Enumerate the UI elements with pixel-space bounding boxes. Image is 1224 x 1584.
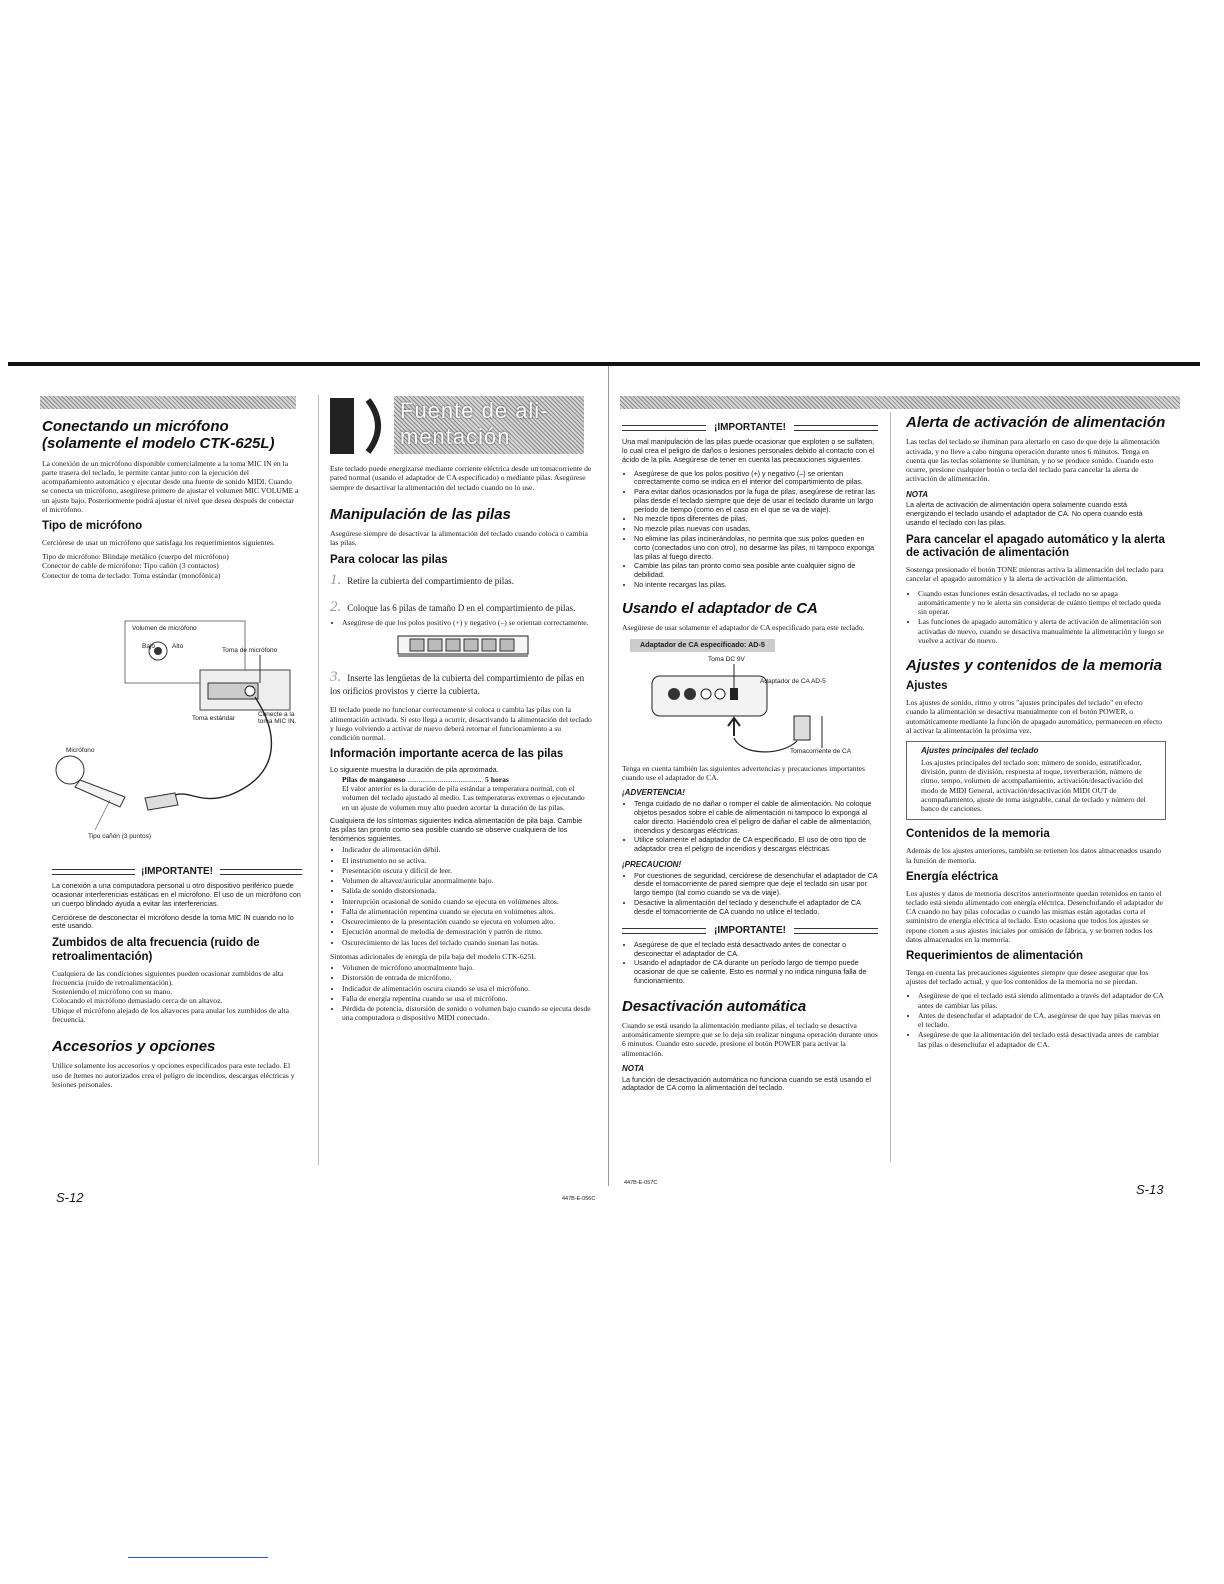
cancel-item: • Las funciones de apagado automático y alerta de activación de alimentación son activadas de nuevo, cuando se desactiva manualmente la alimentación y luego se vuelve a activar de nuevo. <box>918 617 1166 645</box>
code-left: 447B-E-056C <box>562 1196 596 1202</box>
mic-spec-1: Tipo de micrófono: Blindaje metálico (cuerpo del micrófono) <box>42 552 229 562</box>
power-title-line-1: Fuente de ali- <box>400 398 549 423</box>
power-title-box <box>394 396 584 454</box>
left-column-lower <box>52 858 302 1094</box>
settings-subtitle: Ajustes <box>906 680 948 693</box>
step-2-bullet: • Asegúrese de que los polos positivo (+) y negativo (–) se orientan correctamente. <box>342 618 592 627</box>
info-3: Síntomas adicionales de energía de pila baja del modelo CTK-625L <box>330 951 536 961</box>
accessories-text: Utilice solamente los accesorios y opciones especificados para este teclado. El uso de ítemes no autorizados crea el peligro de incendios, descargas eléctricas y lesiones personales. <box>52 1061 295 1089</box>
important-right-list-2 <box>622 941 878 986</box>
label-ac-adapter: Adaptador de CA AD-5 <box>760 677 826 685</box>
caution-list <box>622 872 878 917</box>
page-number-right: S-13 <box>1136 1182 1164 1197</box>
step-3-number: 3. <box>330 669 342 686</box>
requirement-item: • Antes de desenchufar el adaptador de CA, asegúrese de que hay pilas nuevas en el teclado. <box>918 1011 1166 1030</box>
symptom-item: • Indicador de alimentación débil. <box>342 845 592 854</box>
important-right-item-2: • Usando el adaptador de CA durante un período largo de tiempo puede ocasionar de que se caliente. Esto es normal y no indica ninguna falla de funcionamiento. <box>634 959 878 985</box>
power-title-block <box>328 396 583 456</box>
requirements-title: Requerimientos de alimentación <box>906 950 1084 963</box>
symptom-625-item: • Indicador de alimentación oscura cuando se usa el micrófono. <box>342 984 592 993</box>
left-column <box>42 418 300 580</box>
important-right-list <box>622 470 878 590</box>
important-right-item: • Asegúrese de que los polos positivo (+) y negativo (–) se orientan correctamente como se indica en el interior del compartimiento de pilas. <box>634 470 878 488</box>
info-1: Lo siguiente muestra la duración de pila aproximada. <box>330 765 499 775</box>
step-1-text: Retire la cubierta del compartimiento de pilas. <box>347 576 514 587</box>
place-title: Para colocar las pilas <box>330 553 448 566</box>
symptom-item: • Falla de alimentación repentina cuando se ejecuta en volúmenes altos. <box>342 907 592 916</box>
alert-text: Las teclas del teclado se iluminan para alertarlo en caso de que deje la alimentación activada, y no lleve a cabo ninguna operación durante unos 6 minutos. Tenga en cuenta que las teclas solamente se iluminan, y no se produce sonido. Cuando esto ocurre, presione cualquier botón o tecla del teclado para cancelar la alerta de activación de alimentación. <box>906 437 1160 484</box>
alert-title: Alerta de activación de alimentación <box>906 414 1166 431</box>
top-rule <box>8 362 1200 366</box>
power-title-line-2: mentación <box>400 424 511 449</box>
settings-box <box>906 741 1166 820</box>
important-right-item: • Cambie las pilas tan pronto como sea posible ante cualquier signo de debilidad. <box>634 562 878 580</box>
code-right: 447B-E-057C <box>624 1180 658 1186</box>
step-2-text: Coloque las 6 pilas de tamaño D en el compartimiento de pilas. <box>347 602 576 613</box>
mic-spec-3: Conector de toma de teclado: Toma estándar (monofónica) <box>42 570 221 580</box>
important-right-item: • Para evitar daños ocasionados por la fuga de pilas, asegúrese de retirar las pilas desde el teclado siempre que deje de usar el teclado durante un largo período de tiempo (como en el caso en el que se va de viaje). <box>634 488 878 514</box>
after-steps-text: El teclado puede no funcionar correctamente si coloca o cambia las pilas con la alimentación activada. Si esto llega a ocurrir, desactivando la alimentación del teclado y luego volviendo a activar de nuevo deberá retornar el funcionamiento a su condición normal. <box>330 705 592 743</box>
right-column-1 <box>622 414 878 1098</box>
battery-text: Asegúrese siempre de desactivar la alimentación del teclado cuando coloca o cambia las pilas. <box>330 529 588 548</box>
warning-item: • Utilice solamente el adaptador de CA especificado. El uso de otro tipo de adaptador crea el peligro de incendios y descargas eléctricas. <box>634 836 878 854</box>
page-number-left: S-12 <box>56 1190 84 1205</box>
divider-right <box>890 412 891 1162</box>
important-left-1: La conexión a una computadora personal u otro dispositivo periférico puede ocasionar interferencias estáticas en el micrófono. El uso de un micrófono con un cuerpo blindado ayuda a evitar las interferencias. <box>52 881 301 908</box>
auto-note-label: NOTA <box>622 1063 645 1073</box>
caution-item: • Por cuestiones de seguridad, cerciórese de desenchufar el adaptador de CA desde el tomacorriente de pared siempre que deje el teclado sin usar por largo tiempo (tal como cuando se va de viaje). <box>634 872 878 898</box>
battery-title: Manipulación de las pilas <box>330 505 511 523</box>
label-standard-jack: Toma estándar <box>192 715 235 722</box>
label-ac-outlet: Tomacorriente de CA <box>790 747 852 755</box>
settings-title: Ajustes y contenidos de la memoria <box>906 657 1162 675</box>
important-heading-right-2: ¡IMPORTANTE! <box>622 925 878 937</box>
important-right-item: • No elimine las pilas incinerándolas, no permita que sus polos queden en corto (conectados uno con otro), no desarme las pilas, ni tampoco exponga las pilas al fuego directo. <box>634 535 878 561</box>
mic-intro: La conexión de un micrófono disponible comercialmente a la toma MIC IN en la parte trasera del teclado, le permite cantar junto con la ejecución del acompañamiento automático y ejecutar desde una fuente de sonido MIDI. Cuando se conecta un micrófono, asegúrese primero de ajustar el volumen MIC VOLUME a un ajuste bajo. Posteriormente podrá ajustar el nivel que desea después de conectar el micrófono. <box>42 458 299 514</box>
important-right-item-2: • Asegúrese de que el teclado está desactivado antes de conectar o desconectar el adaptador de CA. <box>634 941 878 959</box>
feedback-1: Sosteniendo el micrófono con su mano. <box>52 987 173 997</box>
ac-title: Usando el adaptador de CA <box>622 599 818 617</box>
mic-type-text: Cerciórese de usar un micrófono que satisfaga los requerimientos siguientes. <box>42 537 275 547</box>
settings-box-text: Los ajustes principales del teclado son: número de sonido, estratificador, división, punto de división, respuesta al toque, reverberación, número de ritmo, tempo, volumen de acompañamiento, activación/desactivación del modo de MIDI General, activación/desactivación MIDI OUT de acompañamiento, ajuste de toma asignable, canal de teclado y número del banco de canciones. <box>921 757 1146 814</box>
battery-compartment-svg <box>330 632 570 660</box>
title-bracket-icon <box>328 396 398 456</box>
auto-off-title: Desactivación automática <box>622 997 807 1015</box>
caution-label: ¡PRECAUCION! <box>622 859 682 869</box>
symptom-625-item: • Falla de energía repentina cuando se usa el micrófono. <box>342 994 592 1003</box>
warning-label: ¡ADVERTENCIA! <box>622 788 685 798</box>
important-heading-right: ¡IMPORTANTE! <box>622 422 878 434</box>
warning-list <box>622 800 878 854</box>
important-right-item: • No mezcle tipos diferentes de pilas. <box>634 515 878 524</box>
symptom-625-item: • Pérdida de potencia, distorsión de sonido o volumen bajo cuando se ejecuta desde una computadora o dispositivo MIDI conectado. <box>342 1004 592 1023</box>
info-1-value: 5 horas <box>485 774 509 784</box>
section-banner-left <box>40 396 296 409</box>
feedback-title: Zumbidos de alta frecuencia (ruido de retroalimentación) <box>52 937 260 963</box>
step-2 <box>330 598 592 616</box>
power-column <box>330 464 592 1028</box>
step-3-text: Inserte las lengüetas de la cubierta del compartimiento de pilas en los orificios provistos y cierre la cubierta. <box>330 673 585 697</box>
label-volume: Volumen de micrófono <box>132 625 197 632</box>
cancel-item: • Cuando estas funciones están desactivadas, el teclado no se apaga automáticamente y no le alerta sin considerar de cuánto tiempo el teclado queda sin operar. <box>918 589 1166 617</box>
label-mic-jack: Toma de micrófono <box>222 647 278 654</box>
requirements-text: Tenga en cuenta las precauciones siguientes siempre que desee asegurar que los ajustes del teclado actual, y que los contenidos de la memoria no se pierdan. <box>906 967 1149 987</box>
cancel-title: Para cancelar el apagado automático y la alerta de activación de alimentación <box>906 533 1165 560</box>
requirement-item: • Asegúrese de que la alimentación del teclado está desactivada antes de cambiar las pilas o desenchufar el adaptador de CA. <box>918 1030 1166 1049</box>
section-banner-right <box>620 396 1180 409</box>
symptom-item: • Presentación oscura y difícil de leer. <box>342 866 592 875</box>
label-microphone: Micrófono <box>66 747 95 754</box>
alert-note-label: NOTA <box>906 489 929 499</box>
mic-type-title: Tipo de micrófono <box>42 520 143 532</box>
important-left-2: Cerciórese de desconectar el micrófono desde la toma MIC IN cuando no lo esté usando. <box>52 912 294 931</box>
memory-title: Contenidos de la memoria <box>906 828 1050 841</box>
power-intro: Este teclado puede energizarse mediante corriente eléctrica desde un tomacorriente de pared normal (usando el adaptador de CA especificado) o mediante pilas. Asegúrese siempre de desactivar la alimentación del teclado cuando no lo use. <box>330 464 592 492</box>
energy-title: Energía eléctrica <box>906 870 999 883</box>
symptom-list <box>330 845 592 947</box>
accessories-title: Accesorios y opciones <box>52 1038 216 1056</box>
battery-compartment-drawing <box>330 632 592 662</box>
symptom-item: • El instrumento no se activa. <box>342 856 592 865</box>
energy-text: Los ajustes y datos de memoria descritos anteriormente quedan retenidos en tanto el teclado está siendo alimentado con energía eléctrica. Desenchufando el adaptador de CA cuando no hay pilas colocadas o cuando las mismas están agotadas corta el suministro de energía eléctrica al teclado. Esto ocasiona que todos los ajustes se repone cionen a sus ajustes iniciales por omisión de fábrica, y se borren todos los datos almacenados en la memoria. <box>906 888 1163 944</box>
mic-spec-2: Conector de cable de micrófono: Tipo cañón (3 contactos) <box>42 561 219 571</box>
alert-note-text: La alerta de activación de alimentación opera solamente cuando está energizando el teclado usando el adaptador de CA. No opera cuando está usando el teclado con las pilas. <box>906 500 1143 527</box>
symptom-625-item: • Distorsión de entrada de micrófono. <box>342 973 592 982</box>
label-connect: Conecte a la toma MIC IN. <box>258 711 297 725</box>
warning-item: • Tenga cuidado de no dañar o romper el cable de alimentación. No coloque objetos pesados sobre el cable de alimentación ni tampoco lo exponga al calor directo. Haciéndolo crea el peligro de dañar el cable de alimentación, incendios y descargas eléctricas. <box>634 800 878 835</box>
label-high: Alto <box>172 643 184 650</box>
symptom-item: • Oscurecimiento de las luces del teclado cuando suenan las notas. <box>342 938 592 947</box>
info-1-label: Pilas de manganeso <box>342 774 406 784</box>
divider-left <box>318 395 319 1165</box>
feedback-3: Ubique el micrófono alejado de los altavoces para anular los zumbidos de alta frecuencia. <box>52 1005 290 1024</box>
battery-info-title: Información importante acerca de las pilas <box>330 748 564 761</box>
cancel-text: Sostenga presionado el botón TONE mientras activa la alimentación del teclado para cancelar el apagado automático y la alerta de activación de alimentación. <box>906 565 1164 584</box>
symptom-item: • Interrupción ocasional de sonido cuando se ejecuta en volúmenes altos. <box>342 897 592 906</box>
ac-text: Asegúrese de usar solamente el adaptador de CA especificado para este teclado. <box>622 622 865 632</box>
symptom-item: • Volumen de altavoz/auricular anormalmente bajo. <box>342 876 592 885</box>
symptom-625-item: • Volumen de micrófono anormalmente bajo. <box>342 963 592 972</box>
auto-off-text: Cuando se está usando la alimentación mediante pilas, el teclado se desactiva automáticamente siempre que se lo deja sin realizar ninguna operación durante unos 6 minutos. Cuando esto sucede, presione el botón POWER para activar la alimentación. <box>622 1020 878 1058</box>
symptom-item: • Ejecución anormal de melodía de demostración y patrón de ritmo. <box>342 927 592 936</box>
info-1-text: El valor anterior es la duración de pila estándar a temperatura normal, con el volumen del teclado ajustado al medio. Las temperaturas extremas o ejecutando en un ajuste de volumen muy alto pueden acortar la duración de las pilas. <box>342 784 585 812</box>
step-2-number: 2. <box>330 598 342 615</box>
auto-note-text: La función de desactivación automática no funciona cuando se está usando el adaptador de CA como la alimentación del teclado. <box>622 1074 871 1093</box>
caution-item: • Desactive la alimentación del teclado y desenchufe el adaptador de CA desde el tomacorriente de CA cuando no utilice el teclado. <box>634 899 878 917</box>
gutter-line <box>608 366 609 1186</box>
label-dc-jack: Toma DC 9V <box>708 655 745 663</box>
ac-diagram <box>622 656 878 764</box>
settings-text: Los ajustes de sonido, ritmo y otros "ajustes principales del teclado" en efecto cuando la alimentación se desactiva manualmente con el botón POWER, o automáticamente mediante la función de apagado automático, permanecen en efecto al activar la alimentación la próxima vez. <box>906 698 1162 735</box>
symptom-625-list <box>330 963 592 1023</box>
feedback-text: Cualquiera de las condiciones siguientes pueden ocasionar zumbidos de alta frecuencia (ruido de retroalimentación). <box>52 968 284 987</box>
info-1-duration: Pilas de manganeso ........................................ 5 horas <box>342 774 509 784</box>
label-low: Bajo <box>142 643 156 650</box>
symptom-item: • Salida de sonido distorsionada. <box>342 886 592 895</box>
ac-note: Tenga en cuenta también las siguientes advertencias y precauciones importantes cuando use el adaptador de CA. <box>622 763 866 783</box>
memory-text: Además de los ajustes anteriores, también se retienen los datos almacenados usando la función de memoria. <box>906 846 1162 865</box>
step-3 <box>330 668 592 697</box>
ac-spec-box: Adaptador de CA especificado: AD-5 <box>630 639 775 652</box>
mic-diagram <box>50 615 300 845</box>
requirement-item: • Asegúrese de que el teclado está siendo alimentado a través del adaptador de CA antes de cambiar las pilas. <box>918 991 1166 1010</box>
feedback-2: Colocando el micrófono demasiado cerca de un altavoz. <box>52 996 223 1006</box>
step-1 <box>330 571 592 589</box>
right-column-2 <box>906 414 1166 1054</box>
important-right-item: • No intente recargas las pilas. <box>634 581 878 590</box>
info-2: Cualquiera de los síntomas siguientes indica alimentación de pila baja. Cambie las pilas tan pronto como sea posible cuando se observe cualquiera de los fenómenos siguientes. <box>330 815 583 843</box>
mic-section-title: Conectando un micrófono (solamente el modelo CTK-625L) <box>42 418 275 453</box>
bottom-link-line <box>128 1557 268 1558</box>
symptom-item: • Oscurecimiento de la presentación cuando se ejecuta en volumen alto. <box>342 917 592 926</box>
label-cannon: Tipo cañón (3 puntos) <box>88 833 151 840</box>
step-1-number: 1. <box>330 572 342 589</box>
requirements-list <box>906 991 1166 1049</box>
important-right-item: • No mezcle pilas nuevas con usadas. <box>634 525 878 534</box>
important-right-text: Una mal manipulación de las pilas puede ocasionar que exploten o se sulfaten, lo cual crea el peligro de daños o lesiones personales debido al contacto con el ácido de la pila. Asegúrese de tener en cuenta las precauciones siguientes. <box>622 437 875 464</box>
important-heading-left: ¡IMPORTANTE! <box>52 866 302 878</box>
settings-box-title: Ajustes principales del teclado <box>921 746 1039 756</box>
cancel-list <box>906 589 1166 646</box>
